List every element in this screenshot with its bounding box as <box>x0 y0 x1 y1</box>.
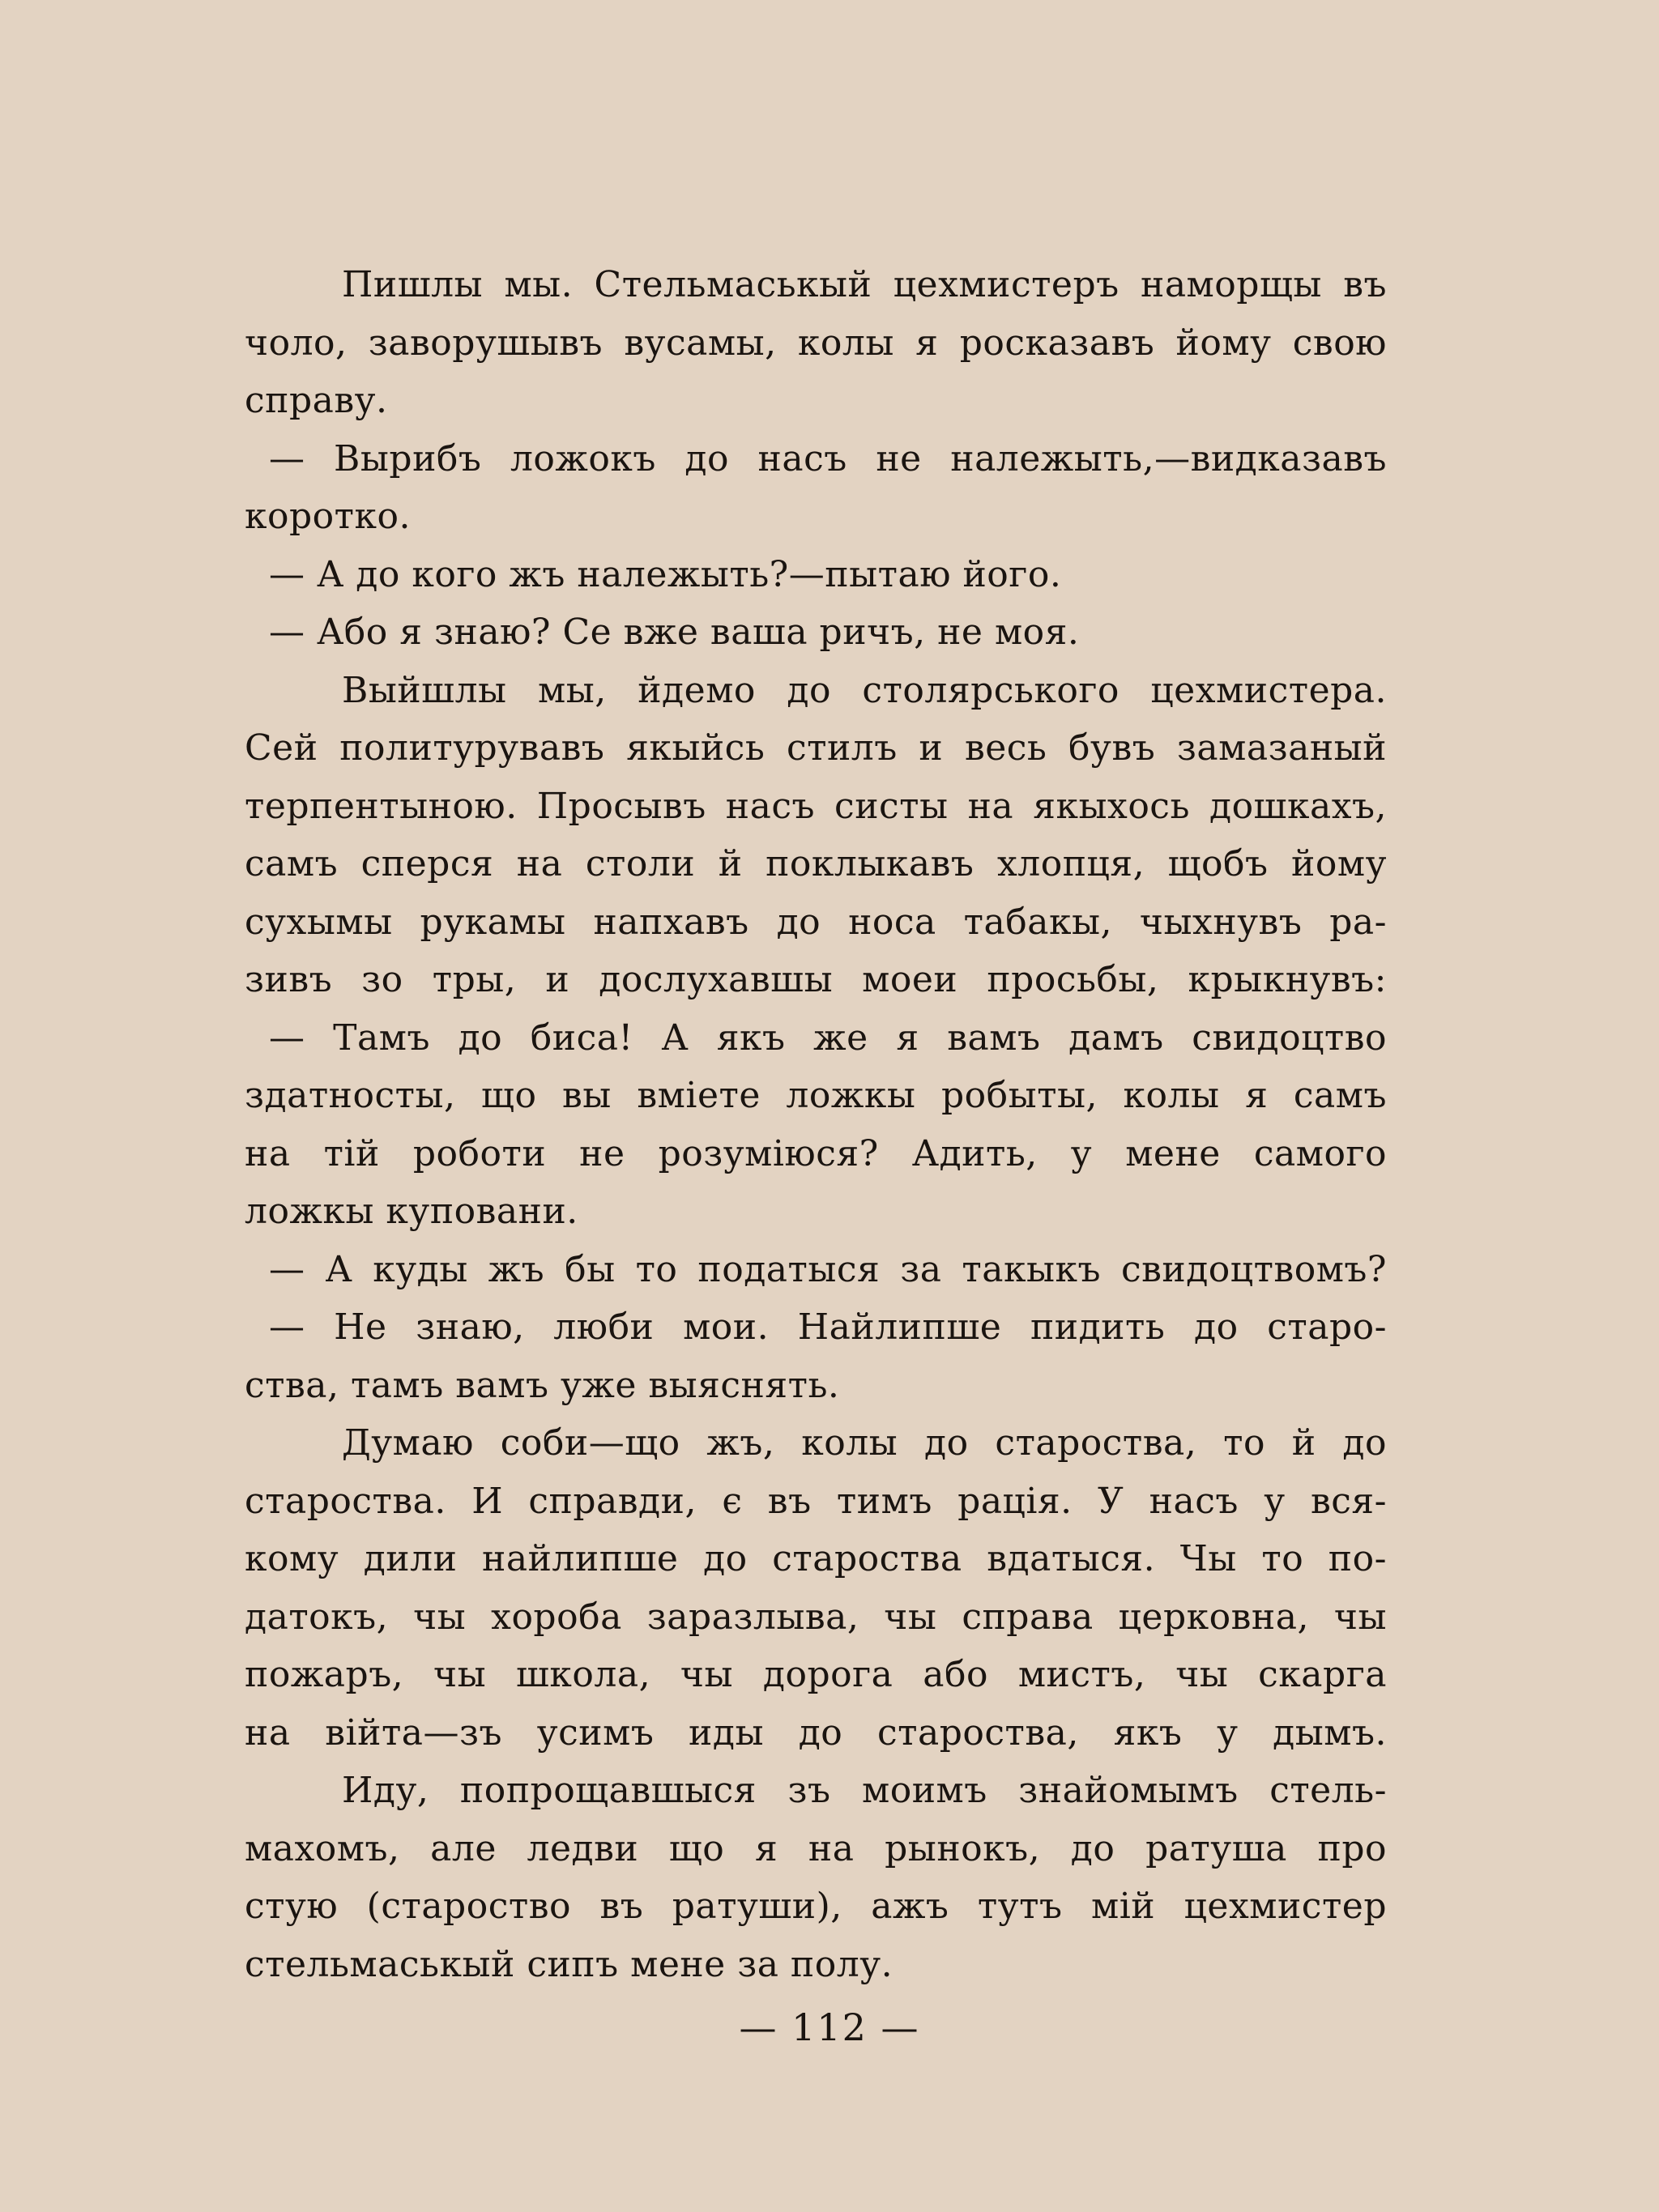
text-line: — Тамъ до биса! А якъ же я вамъ дамъ свидоцтво <box>269 1016 1387 1059</box>
text-line: Сей политурувавъ якыйсь стилъ и весь бувъ замазаный <box>245 727 1387 769</box>
text-line: Выйшлы мы, йдемо до столярського цехмистера. <box>342 669 1387 711</box>
text-line: ложкы куповани. <box>245 1191 578 1232</box>
text-line: стую (староство въ ратуши), ажъ тутъ мій цехмистер <box>245 1886 1387 1927</box>
text-line: стельмаськый сипъ мене за полу. <box>245 1943 893 1985</box>
text-line: ства, тамъ вамъ уже выяснять. <box>245 1364 840 1406</box>
text-line: Пишлы мы. Стельмаськый цехмистеръ наморщы въ <box>342 264 1387 305</box>
text-line: — Вырибъ ложокъ до насъ не належыть,—видказавъ <box>269 437 1387 479</box>
text-line: — Або я знаю? Се вже ваша ричъ, не моя. <box>269 612 1080 653</box>
text-line: Иду, попрощавшыся зъ моимъ знайомымъ стель- <box>342 1770 1387 1811</box>
text-line: зивъ зо тры, и дослухавшы моеи просьбы, крыкнувъ: <box>245 959 1387 1000</box>
text-line: — А куды жъ бы то податыся за такыкъ свидоцтвомъ? <box>269 1248 1387 1290</box>
text-line: — А до кого жъ належыть?—пытаю його. <box>269 553 1062 595</box>
text-line: Думаю соби—що жъ, колы до староства, то й до <box>342 1422 1387 1464</box>
page-number: — 112 — <box>739 2005 920 2049</box>
text-line: датокъ, чы хороба заразлыва, чы справа церковна, чы <box>245 1596 1387 1638</box>
text-line: терпентыною. Просывъ насъ систы на якыхось дошкахъ, <box>245 785 1387 827</box>
text-line: — Не знаю, люби мои. Найлипше пидить до старо- <box>269 1306 1387 1348</box>
page-text <box>245 256 1387 1993</box>
text-line: справу. <box>245 380 388 421</box>
text-line: махомъ, але ледви що я на рынокъ, до ратуша про <box>245 1827 1387 1869</box>
text-line: здатносты, що вы вміете ложкы робыты, колы я самъ <box>245 1075 1387 1116</box>
text-line: чоло, заворушывъ вусамы, колы я росказавъ йому свою <box>245 322 1387 364</box>
text-line: кому дили найлипше до староства вдатыся. Чы то по- <box>245 1538 1387 1579</box>
text-line: самъ сперся на столи й поклыкавъ хлопця, щобъ йому <box>245 843 1387 884</box>
text-line: на тій роботи не розуміюся? Адить, у мене самого <box>245 1132 1387 1174</box>
text-line: староства. И справди, є въ тимъ рація. У насъ у вся- <box>245 1480 1387 1522</box>
text-line: на війта—зъ усимъ иды до староства, якъ у дымъ. <box>245 1711 1387 1754</box>
text-line: сухымы рукамы напхавъ до носа табакы, чыхнувъ ра- <box>245 901 1387 943</box>
text-line: коротко. <box>245 496 411 537</box>
text-line: пожаръ, чы школа, чы дорога або мистъ, чы скарга <box>245 1654 1387 1695</box>
